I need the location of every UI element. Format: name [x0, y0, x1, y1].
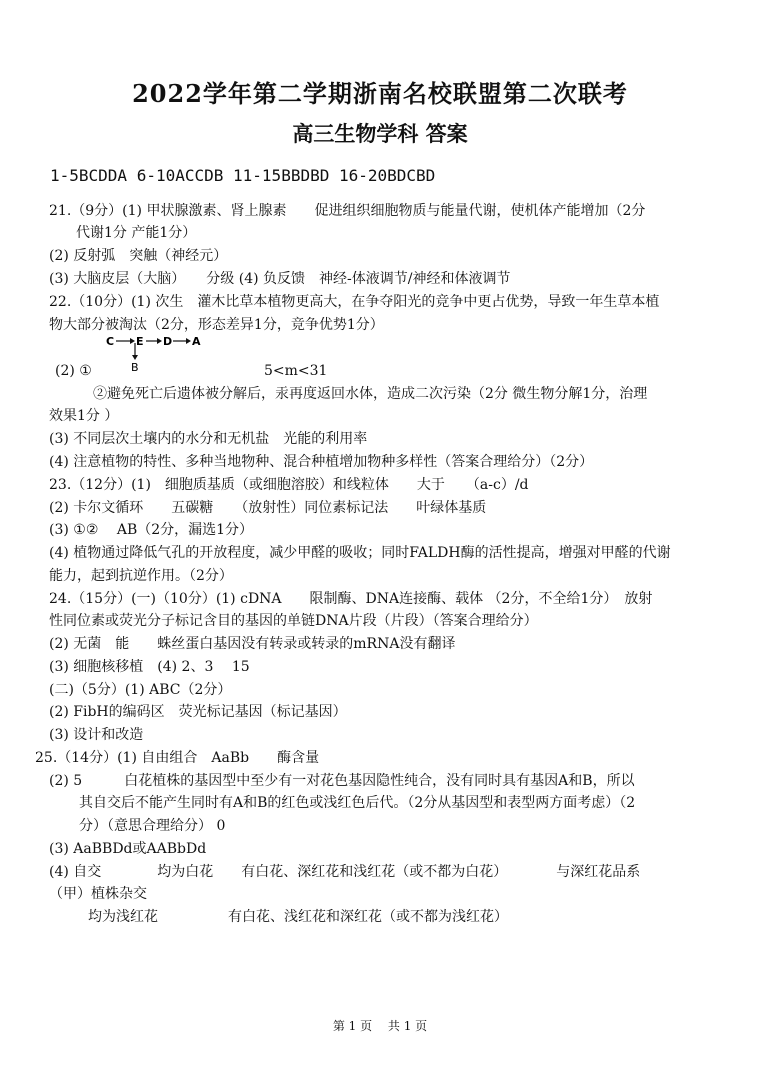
- q23-line-3: (3) ①② AB（2分，漏选1分）: [49, 522, 254, 538]
- q25-line-3: 其自交后不能产生同时有A和B的红色或浅红色后代。（2分从基因型和表型两方面考虑）（2: [79, 795, 636, 811]
- food-web-diagram: [103, 331, 213, 373]
- page-footer: [0, 1017, 760, 1034]
- q25-line-1: 25.（14分）(1) 自由组合 AaBb 酶含量: [35, 750, 320, 766]
- q21-line-1: 21.（9分）(1) 甲状腺激素、肾上腺素 促进组织细胞物质与能量代谢，使机体产能增加（2分: [49, 203, 646, 219]
- q22-line-7: (4) 注意植物的特性、多种当地物种、混合种植增加物种多样性（答案合理给分）（2分）: [49, 454, 594, 470]
- q25-line-6: (4) 自交 均为白花 有白花、深红花和浅红花（或不都为白花） 与深红花品系: [49, 864, 641, 880]
- q22-range: 5<m<31: [264, 363, 328, 379]
- q24-line-2: 性同位素或荧光分子标记含目的基因的单链DNA片段（片段）（答案合理给分）: [49, 613, 538, 629]
- q22-line-1: 22.（10分）(1) 次生 灌木比草本植物更高大，在争夺阳光的竞争中更占优势，导致一年生草本植: [49, 294, 660, 310]
- food-web-arrowhead-e-d: [157, 338, 162, 344]
- q22-line-4: ②避免死亡后遗体被分解后，汞再度返回水体，造成二次污染（2分 微生物分解1分，治理: [93, 386, 648, 402]
- q22-line-3: (2) ①: [55, 363, 92, 379]
- q23-line-5: 能力，起到抗逆作用。（2分）: [49, 568, 233, 584]
- q24-line-1: 24.（15分）(一)（10分）(1) cDNA 限制酶、DNA连接酶、载体 （2分，不全给1分） 放射: [49, 591, 653, 607]
- q25-line-2: (2) 5 白花植株的基因型中至少有一对花色基因隐性纯合，没有同时具有基因A和B，所以: [49, 773, 635, 789]
- food-web-node-b: B: [131, 361, 139, 373]
- q22-line-6: (3) 不同层次土壤内的水分和无机盐 光能的利用率: [49, 431, 368, 447]
- q21-line-4: (3) 大脑皮层（大脑） 分级 (4) 负反馈 神经-体液调节/神经和体液调节: [49, 271, 511, 287]
- q24-line-6: (2) FibH的编码区 荧光标记基因（标记基因）: [49, 704, 347, 720]
- q23-line-1: 23.（12分）(1) 细胞质基质（或细胞溶胶）和线粒体 大于 （a-c）/d: [49, 477, 529, 493]
- food-web-arrowhead-c-e: [130, 338, 135, 344]
- page-title: 2022学年第二学期浙南名校联盟第二次联考: [132, 79, 628, 108]
- page-subtitle: 高三生物学科 答案: [292, 121, 468, 146]
- q25-line-4: 分）（意思合理给分） 0: [79, 818, 226, 834]
- q24-line-3: (2) 无菌 能 蛛丝蛋白基因没有转录或转录的mRNA没有翻译: [49, 636, 456, 652]
- q21-line-2: 代谢1分 产能1分）: [76, 225, 197, 241]
- food-web-node-d: D: [163, 335, 173, 348]
- q25-line-7: （甲）植株杂交: [49, 886, 147, 902]
- q24-line-4: (3) 细胞核移植 (4) 2、3 15: [49, 659, 250, 675]
- q25-line-8: 均为浅红花 有白花、浅红花和深红花（或不都为浅红花）: [88, 909, 508, 925]
- q24-line-5: (二)（5分）(1) ABC（2分）: [49, 682, 232, 698]
- q23-line-4: (4) 植物通过降低气孔的开放程度，减少甲醛的吸收；同时FALDH酶的活性提高，增强对甲醛的代谢: [49, 545, 671, 561]
- q21-line-3: (2) 反射弧 突触（神经元）: [49, 248, 228, 264]
- q24-line-7: (3) 设计和改造: [49, 727, 144, 743]
- food-web-node-c: C: [106, 335, 115, 348]
- q25-line-5: (3) AaBBDd或AABbDd: [49, 841, 207, 857]
- food-web-node-e: E: [136, 335, 144, 348]
- q22-line-5: 效果1分 ）: [49, 408, 119, 424]
- page-total: 共 1 页: [387, 1019, 428, 1033]
- food-web-arrowhead-e-b: [132, 355, 138, 360]
- q23-line-2: (2) 卡尔文循环 五碳糖 （放射性）同位素标记法 叶绿体基质: [49, 500, 487, 516]
- food-web-arrowhead-d-a: [186, 338, 191, 344]
- food-web-node-a: A: [192, 335, 201, 348]
- page-number: 第 1 页: [332, 1019, 373, 1033]
- q22-line-2: 物大部分被淘汰（2分，形态差异1分，竞争优势1分）: [49, 317, 384, 333]
- multiple-choice-answers: 1-5BCDDA 6-10ACCDB 11-15BBDBD 16-20BDCBD: [50, 166, 436, 185]
